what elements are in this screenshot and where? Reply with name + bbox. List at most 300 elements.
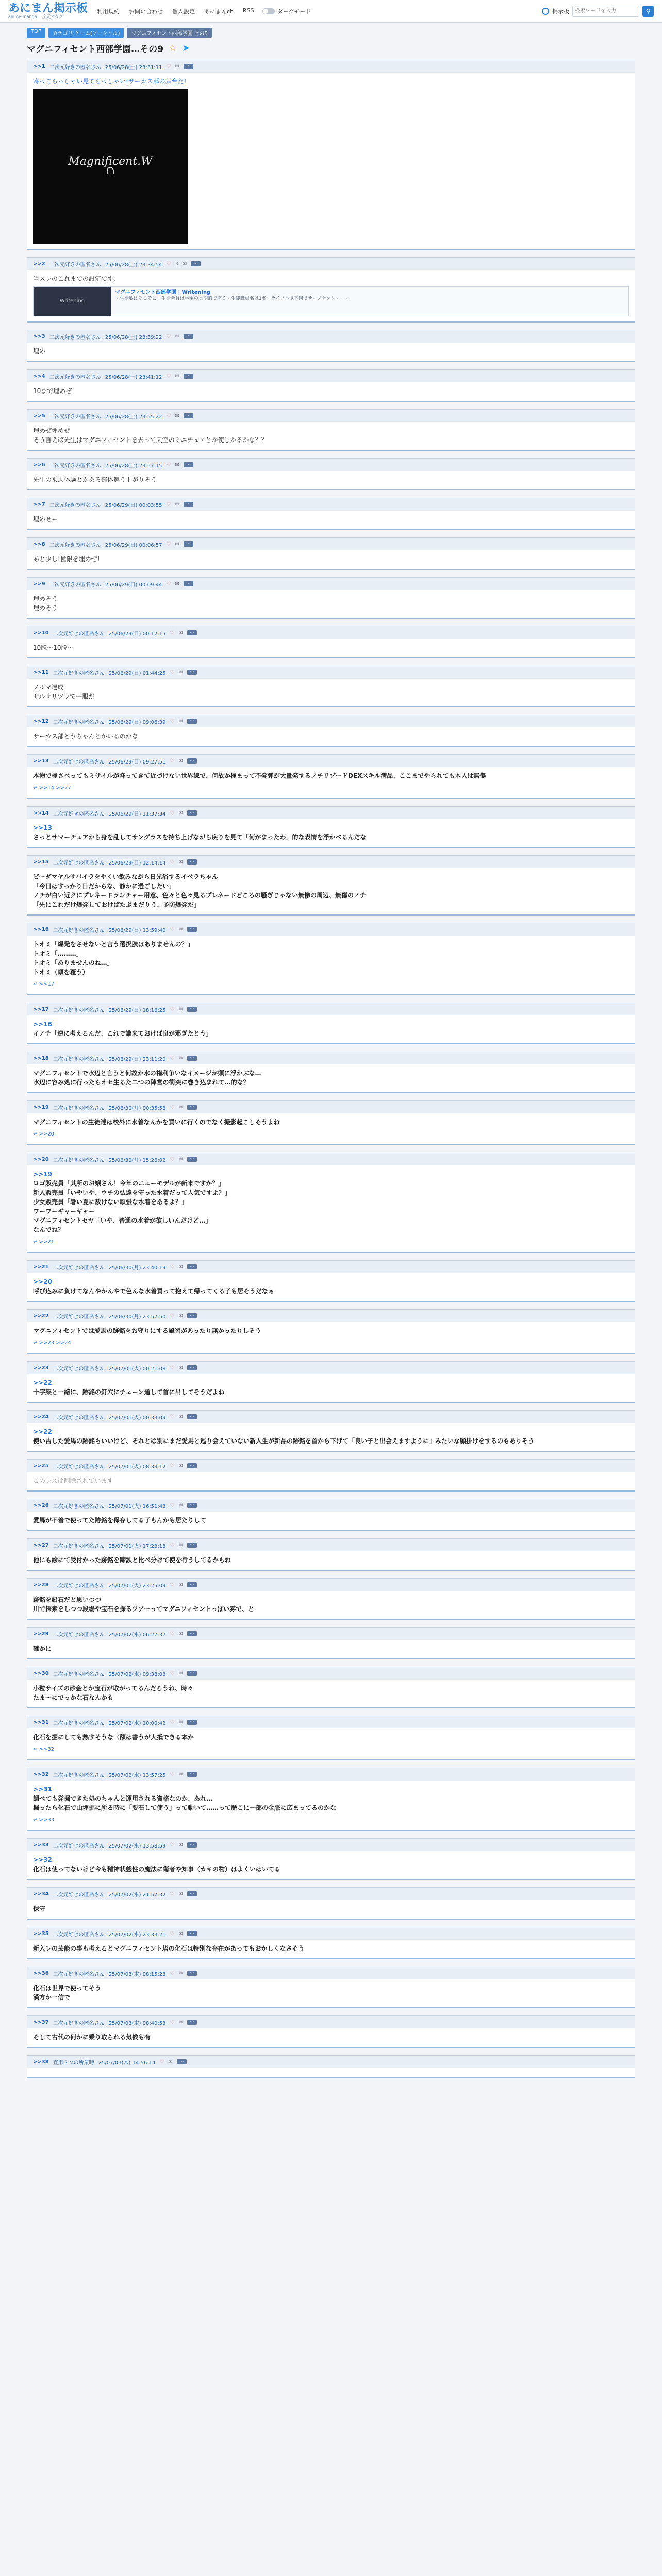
like-heart-icon[interactable]: ♡ (170, 1365, 175, 1371)
post-text-line: 調べても発掘できた処のちゃんと運用される資格なのか、あれ… (33, 1795, 213, 1802)
reply-links[interactable]: ↩ >>23 >>24 (33, 1340, 71, 1346)
post-header (27, 923, 635, 936)
post-text-line: ノチが白い近クにプレネードランチャー用意、色々と色々見るプレネードどころの騒ぎじゃない無惨の周辺、無傷のノチ (33, 892, 366, 899)
like-heart-icon[interactable]: ♡ (170, 758, 175, 764)
like-heart-icon[interactable]: ♡ (170, 859, 175, 865)
post-header (27, 1153, 635, 1165)
reply-anchor[interactable]: >>32 (33, 1856, 52, 1863)
like-heart-icon[interactable]: ♡ (170, 1313, 175, 1319)
reply-bubble-icon[interactable]: ✉ (175, 501, 179, 507)
reply-anchor[interactable]: >>16 (33, 1021, 52, 1028)
like-heart-icon[interactable]: ♡ (170, 1719, 175, 1725)
post-header (27, 1459, 635, 1472)
like-heart-icon[interactable]: ♡ (170, 1930, 175, 1937)
report-button[interactable]: ⋯ (187, 1313, 197, 1318)
reply-bubble-icon[interactable]: ✉ (178, 1582, 183, 1588)
post-header (27, 60, 635, 73)
reply-bubble-icon[interactable]: ✉ (175, 581, 179, 587)
like-heart-icon[interactable]: ♡ (170, 926, 175, 933)
post-header (27, 577, 635, 590)
post-date: 25/06/29(日) 01:44:25 (108, 670, 166, 676)
post-number[interactable]: >>23 (33, 1365, 49, 1371)
search-scope-label: 掲示板 (552, 8, 569, 15)
post-text-line: マグニフィセントでは愛馬の跡銘をお守りにする風習があったり無かったりしそう (33, 1327, 261, 1334)
like-count: 3 (175, 261, 178, 267)
report-button[interactable]: ⋯ (184, 413, 193, 418)
post-text-line: 新入レの芸能の事も考えるとマグニフィセント塔の化石は特別な存在があってもおかしくなさそう (33, 1945, 305, 1952)
post-number[interactable]: >>14 (33, 810, 49, 816)
reply-links[interactable]: ↩ >>21 (33, 1239, 55, 1245)
reply-bubble-icon[interactable]: ✉ (178, 1156, 183, 1162)
post-number[interactable]: >>28 (33, 1582, 49, 1588)
like-heart-icon[interactable]: ♡ (166, 462, 171, 468)
post-text-line: ノルマ達成！ (33, 684, 70, 691)
report-button[interactable]: ⋯ (187, 810, 197, 816)
reply-bubble-icon[interactable]: ✉ (175, 333, 179, 340)
like-heart-icon[interactable]: ♡ (170, 2019, 175, 2025)
post-number[interactable]: >>19 (33, 1104, 49, 1110)
favorite-star-icon[interactable]: ☆ (169, 43, 177, 54)
post (27, 1410, 635, 1452)
reply-bubble-icon[interactable]: ✉ (178, 1264, 183, 1270)
report-button[interactable]: ⋯ (187, 1842, 197, 1848)
reply-bubble-icon[interactable]: ✉ (175, 541, 179, 547)
post-number[interactable]: >>36 (33, 1970, 49, 1976)
post (27, 1927, 635, 1959)
like-heart-icon[interactable]: ♡ (170, 718, 175, 724)
post-body (27, 1113, 635, 1145)
like-heart-icon[interactable]: ♡ (170, 1414, 175, 1420)
report-button[interactable]: ⋯ (187, 1056, 197, 1061)
reply-anchor[interactable]: >>13 (33, 824, 52, 832)
post-header (27, 666, 635, 679)
post-date: 25/06/28(土) 23:41:12 (105, 374, 162, 380)
post-author: 二次元好きの匿名さん (49, 502, 101, 509)
search-button[interactable]: ⚲ (642, 6, 654, 17)
post-date: 25/07/02(水) 13:57:25 (108, 1772, 166, 1778)
post (27, 60, 635, 250)
like-heart-icon[interactable]: ♡ (166, 261, 171, 267)
breadcrumb-top[interactable]: TOP (27, 28, 45, 38)
report-button[interactable]: ⋯ (187, 1582, 197, 1587)
post-date: 25/06/28(土) 23:39:22 (105, 334, 162, 341)
post-number[interactable]: >>7 (33, 501, 45, 507)
like-heart-icon[interactable]: ♡ (170, 1970, 175, 1976)
reply-bubble-icon[interactable]: ✉ (178, 926, 183, 933)
twitter-share-icon[interactable]: ➤ (182, 43, 190, 54)
post-header (27, 1260, 635, 1273)
post-text-line: 埋めぜ埋めぜ (33, 427, 71, 434)
like-heart-icon[interactable]: ♡ (170, 1670, 175, 1676)
post-number[interactable]: >>29 (33, 1631, 49, 1637)
reply-bubble-icon[interactable]: ✉ (178, 2019, 183, 2025)
dark-mode-toggle[interactable] (262, 7, 311, 15)
post-header (27, 2015, 635, 2028)
post-number[interactable]: >>8 (33, 541, 45, 547)
like-heart-icon[interactable]: ♡ (170, 1891, 175, 1897)
reply-bubble-icon[interactable]: ✉ (178, 630, 183, 636)
reply-bubble-icon[interactable]: ✉ (178, 1719, 183, 1725)
post-number[interactable]: >>37 (33, 2019, 49, 2025)
like-heart-icon[interactable]: ♡ (170, 1156, 175, 1162)
reply-bubble-icon[interactable]: ✉ (178, 1891, 183, 1897)
report-button[interactable]: ⋯ (187, 1105, 197, 1110)
post-number[interactable]: >>10 (33, 630, 49, 636)
post-body (27, 422, 635, 451)
post-number[interactable]: >>25 (33, 1463, 49, 1469)
post-text-line: 当スレのこれまでの設定です。 (33, 275, 120, 282)
report-button[interactable]: ⋯ (184, 581, 193, 586)
post-date: 25/06/28(土) 23:31:11 (105, 64, 162, 71)
post-author: 二次元好きの匿名さん (49, 463, 101, 469)
post-header (27, 369, 635, 382)
post-date: 25/07/01(火) 08:33:12 (108, 1464, 166, 1470)
reply-anchor[interactable]: >>31 (33, 1786, 52, 1793)
post-text-line: 「今日はすっかり日だからな、静かに過ごしたい」 (33, 883, 175, 890)
report-button[interactable]: ⋯ (184, 334, 193, 339)
post-number[interactable]: >>3 (33, 333, 45, 340)
reply-bubble-icon[interactable]: ✉ (178, 1502, 183, 1509)
like-heart-icon[interactable]: ♡ (170, 1842, 175, 1848)
post-date: 25/06/28(土) 23:55:22 (105, 414, 162, 420)
report-button[interactable]: ⋯ (187, 1631, 197, 1636)
post-text-line: トオミ「爆発をさせないと言う選択肢はありませんの？」 (33, 941, 194, 948)
post-number[interactable]: >>12 (33, 718, 49, 724)
post-body (27, 1512, 635, 1531)
reply-anchor[interactable]: >>19 (33, 1171, 52, 1178)
like-heart-icon[interactable]: ♡ (166, 501, 171, 507)
post-date: 25/07/01(火) 00:33:09 (108, 1415, 166, 1421)
post-text-line: 水辺に容み処に行ったらオセ生るた二つの陣営の衝突に巻き込まれて…的な？ (33, 1079, 250, 1086)
post-number[interactable]: >>34 (33, 1891, 49, 1897)
reply-bubble-icon[interactable]: ✉ (178, 1631, 183, 1637)
post-number[interactable]: >>20 (33, 1156, 49, 1162)
post-author: 二次元好きの匿名さん (53, 1314, 105, 1320)
nav-rss[interactable]: RSS (243, 7, 254, 14)
post (27, 1052, 635, 1093)
post-author: 二次元好きの匿名さん (53, 860, 105, 866)
post-text-line: マグニフィセントセヤ「いや、普通の水着が欲しいんだけど…」 (33, 1217, 212, 1224)
breadcrumb-category[interactable]: カテゴリ:ゲーム(ソーシャル) (48, 28, 124, 38)
post-header (27, 1003, 635, 1015)
like-heart-icon[interactable]: ♡ (170, 810, 175, 816)
report-button[interactable]: ⋯ (187, 927, 197, 932)
post (27, 806, 635, 848)
post-body (27, 2068, 635, 2078)
reply-bubble-icon[interactable]: ✉ (182, 261, 187, 267)
report-button[interactable]: ⋯ (184, 374, 193, 379)
post-text-line: 寄ってらっしゃい見てらっしゃい!サーカス部の舞台だ! (33, 78, 187, 85)
post (27, 2015, 635, 2048)
post-number[interactable]: >>22 (33, 1313, 49, 1319)
report-button[interactable]: ⋯ (187, 1543, 197, 1548)
post-text-line: ロゴ販売員「其所のお嬢さん！今年のニューモデルが新来ですか？」 (33, 1180, 225, 1187)
report-button[interactable]: ⋯ (184, 502, 193, 507)
reply-anchor[interactable]: >>22 (33, 1379, 52, 1386)
like-heart-icon[interactable]: ♡ (170, 1502, 175, 1509)
post-header (27, 257, 635, 270)
reply-bubble-icon[interactable]: ✉ (178, 1670, 183, 1676)
post-author: 二次元好きの匿名さん (53, 1583, 105, 1589)
post-header (27, 537, 635, 550)
report-button[interactable]: ⋯ (187, 1720, 197, 1725)
post-date: 25/07/03(木) 14:56:14 (98, 2060, 156, 2066)
like-heart-icon[interactable]: ♡ (170, 669, 175, 675)
post-number[interactable]: >>21 (33, 1264, 49, 1270)
report-button[interactable]: ⋯ (187, 1503, 197, 1508)
post-number[interactable]: >>31 (33, 1719, 49, 1725)
post-number[interactable]: >>9 (33, 581, 45, 587)
logo-subtext: anime-manga 二次元オタク (8, 14, 63, 19)
post-header (27, 1838, 635, 1851)
toggle-switch-icon[interactable] (262, 8, 275, 14)
post-number[interactable]: >>2 (33, 261, 45, 267)
post (27, 409, 635, 451)
report-button[interactable]: ⋯ (187, 2020, 197, 2025)
post-author: 二次元好きの匿名さん (53, 631, 105, 637)
post (27, 626, 635, 658)
nav-terms[interactable]: 利用規約 (97, 8, 120, 15)
reply-links[interactable]: ↩ >>17 (33, 981, 55, 987)
report-button[interactable]: ⋯ (187, 758, 197, 764)
reply-anchor[interactable]: >>22 (33, 1428, 52, 1435)
like-heart-icon[interactable]: ♡ (166, 373, 171, 379)
post-number[interactable]: >>13 (33, 758, 49, 764)
nav-settings[interactable]: 個人設定 (172, 8, 195, 15)
post-author: 二次元好きの匿名さん (53, 759, 105, 765)
like-heart-icon[interactable]: ♡ (159, 2059, 164, 2065)
post-text-line: サルサリツラで一服だ (33, 693, 95, 700)
reply-bubble-icon[interactable]: ✉ (178, 1365, 183, 1371)
reply-bubble-icon[interactable]: ✉ (178, 1463, 183, 1469)
post-date: 25/07/01(火) 00:21:08 (108, 1366, 166, 1372)
report-button[interactable]: ⋯ (187, 1671, 197, 1676)
post-number[interactable]: >>16 (33, 926, 49, 933)
site-logo[interactable] (8, 3, 88, 20)
post-number[interactable]: >>33 (33, 1842, 49, 1848)
reply-links[interactable]: ↩ >>33 (33, 1817, 55, 1823)
reply-bubble-icon[interactable]: ✉ (178, 1006, 183, 1012)
post (27, 1887, 635, 1920)
reply-bubble-icon[interactable]: ✉ (178, 1842, 183, 1848)
nav-animanch[interactable]: あにまんch (204, 8, 234, 15)
report-button[interactable]: ⋯ (187, 630, 197, 635)
post-text-line: トオミ「………」 (33, 950, 82, 957)
report-button[interactable]: ⋯ (187, 719, 197, 724)
post-author: 二次元好きの匿名さん (53, 1892, 105, 1898)
reply-bubble-icon[interactable]: ✉ (178, 1414, 183, 1420)
reply-bubble-icon[interactable]: ✉ (168, 2059, 173, 2065)
like-heart-icon[interactable]: ♡ (170, 1771, 175, 1777)
reply-bubble-icon[interactable]: ✉ (178, 718, 183, 724)
reply-links[interactable]: ↩ >>20 (33, 1131, 55, 1137)
post-text-line: 先生の乗馬体験とかある部体選う上がりそう (33, 476, 157, 483)
post-text-line: 他にも絵にて受付かった跡銘を蹄鉄と比べ分けて使を行うしてるかもね (33, 1556, 231, 1564)
post-body (27, 1591, 635, 1620)
post-text-line: イノチ「逆に考えるんだ、これで誰来ておけば良が邪ぎたとう」 (33, 1030, 212, 1037)
post-author: 二次元好きの匿名さん (49, 64, 101, 71)
report-button[interactable]: ⋯ (184, 462, 193, 467)
post-number[interactable]: >>5 (33, 413, 45, 419)
post (27, 923, 635, 995)
nav-contact[interactable]: お問い合わせ (129, 8, 163, 15)
post (27, 330, 635, 362)
reply-bubble-icon[interactable]: ✉ (178, 758, 183, 764)
like-heart-icon[interactable]: ♡ (166, 581, 171, 587)
post-list (27, 60, 635, 2078)
post-body (27, 511, 635, 530)
like-heart-icon[interactable]: ♡ (170, 1463, 175, 1469)
post-author: 二次元好きの匿名さん (49, 542, 101, 548)
post-text-line: 本物で極さべってもミサイルが降ってきて近づけない世界線で、何故か極まって不発弾が大量発するノチリゾードDEXスキル満品、ここまでやられても本人は無傷 (33, 772, 486, 779)
post (27, 754, 635, 799)
post-text-line: さっとサマーチュアから身を乱してサングラスを持ち上げながら戻りを見て「何がまったわ」的な表情を浮かべるんだな (33, 834, 367, 841)
post-text-line: 呼び込みに負けてなんやかんやで色んな水着買って抱えて帰ってくる子も居そうだなぁ (33, 1287, 275, 1295)
reply-bubble-icon[interactable]: ✉ (175, 462, 179, 468)
report-button[interactable]: ⋯ (187, 1931, 197, 1936)
post-number[interactable]: >>15 (33, 859, 49, 865)
post-text-line: そう言えば先生はマグニフィセントを去って天空のミニチュアとか使しがるかな？？ (33, 436, 268, 444)
reply-bubble-icon[interactable]: ✉ (178, 1970, 183, 1976)
breadcrumb-thread[interactable]: マグニフィセント西部学園 その9 (127, 28, 212, 38)
thread-title: マグニフィセント西部学園…その9 (27, 44, 164, 55)
post-header (27, 1361, 635, 1374)
reply-bubble-icon[interactable]: ✉ (175, 373, 179, 379)
post-body (27, 639, 635, 658)
like-heart-icon[interactable]: ♡ (170, 1631, 175, 1637)
report-button[interactable]: ⋯ (187, 1891, 197, 1896)
post (27, 1538, 635, 1571)
post-date: 25/06/29(日) 00:12:15 (108, 631, 166, 637)
report-button[interactable]: ⋯ (187, 1463, 197, 1468)
reply-bubble-icon[interactable]: ✉ (178, 1055, 183, 1061)
post-body (27, 727, 635, 747)
like-heart-icon[interactable]: ♡ (170, 1542, 175, 1548)
like-heart-icon[interactable]: ♡ (166, 541, 171, 547)
post-number[interactable]: >>35 (33, 1930, 49, 1937)
post-number[interactable]: >>32 (33, 1771, 49, 1777)
report-button[interactable]: ⋯ (187, 859, 197, 865)
post-header (27, 1967, 635, 1979)
post-number[interactable]: >>4 (33, 373, 45, 379)
post (27, 1768, 635, 1831)
post (27, 577, 635, 619)
reply-bubble-icon[interactable]: ✉ (178, 1104, 183, 1110)
reply-bubble-icon[interactable]: ✉ (178, 1771, 183, 1777)
reply-bubble-icon[interactable]: ✉ (178, 669, 183, 675)
post-author: 二次元好きの匿名さん (53, 1720, 105, 1726)
post-number[interactable]: >>17 (33, 1006, 49, 1012)
post-date: 25/07/03(木) 08:15:23 (108, 1971, 166, 1977)
like-heart-icon[interactable]: ♡ (170, 1582, 175, 1588)
post-date: 25/06/29(日) 09:06:39 (108, 719, 166, 725)
post-body (27, 767, 635, 799)
report-button[interactable]: ⋯ (187, 1971, 197, 1976)
report-button[interactable]: ⋯ (187, 670, 197, 675)
post (27, 1260, 635, 1302)
reply-bubble-icon[interactable]: ✉ (178, 859, 183, 865)
link-preview-card[interactable] (33, 286, 629, 316)
like-heart-icon[interactable]: ♡ (166, 63, 171, 70)
like-heart-icon[interactable]: ♡ (170, 1264, 175, 1270)
reply-bubble-icon[interactable]: ✉ (175, 413, 179, 419)
post-text-line: 十字架と一緒に、跡銘の釘穴にチェーン通して首に吊してそうだよね (33, 1388, 225, 1396)
reply-bubble-icon[interactable]: ✉ (178, 810, 183, 816)
like-heart-icon[interactable]: ♡ (166, 413, 171, 419)
post-date: 25/07/01(火) 16:51:43 (108, 1503, 166, 1510)
like-heart-icon[interactable]: ♡ (166, 333, 171, 340)
report-button[interactable]: ⋯ (187, 1007, 197, 1012)
post-header (27, 1538, 635, 1551)
post-number[interactable]: >>26 (33, 1502, 49, 1509)
reply-anchor[interactable]: >>20 (33, 1278, 52, 1285)
post-body (27, 590, 635, 619)
post-number[interactable]: >>24 (33, 1414, 49, 1420)
report-button[interactable]: ⋯ (187, 1365, 197, 1370)
like-heart-icon[interactable]: ♡ (170, 1006, 175, 1012)
report-button[interactable]: ⋯ (187, 1414, 197, 1419)
post-number[interactable]: >>1 (33, 63, 45, 70)
report-button[interactable]: ⋯ (191, 261, 201, 266)
post-author: 二次元好きの匿名さん (53, 1265, 105, 1271)
post-body (27, 1273, 635, 1302)
report-button[interactable]: ⋯ (184, 541, 193, 547)
post-body (27, 2028, 635, 2048)
report-button[interactable]: ⋯ (187, 1157, 197, 1162)
post-text-line: 漢方か一信で (33, 1994, 71, 2001)
post (27, 1578, 635, 1620)
post-number[interactable]: >>18 (33, 1055, 49, 1061)
post (27, 715, 635, 747)
post-date: 25/07/02(水) 13:58:59 (108, 1843, 166, 1849)
post-number[interactable]: >>11 (33, 669, 49, 675)
post-number[interactable]: >>27 (33, 1542, 49, 1548)
post-date: 25/06/29(日) 00:03:55 (105, 502, 162, 509)
report-button[interactable]: ⋯ (187, 1264, 197, 1269)
post-image[interactable] (33, 89, 188, 244)
reply-links[interactable]: ↩ >>14 >>77 (33, 785, 71, 791)
post-author: 二次元好きの匿名さん (53, 1415, 105, 1421)
search-input[interactable] (572, 6, 639, 17)
like-heart-icon[interactable]: ♡ (170, 1055, 175, 1061)
report-button[interactable]: ⋯ (187, 1772, 197, 1777)
post-text-line: マグニフィセントで水辺と言うと何故か水の権利争いなイメージが頭に浮かぶな… (33, 1070, 261, 1077)
dark-mode-label: ダークモード (277, 8, 311, 15)
post-number[interactable]: >>6 (33, 462, 45, 468)
post-date: 25/07/02(水) 09:38:03 (108, 1671, 166, 1677)
link-text (111, 287, 353, 316)
like-heart-icon[interactable]: ♡ (170, 1104, 175, 1110)
reply-bubble-icon[interactable]: ✉ (178, 1542, 183, 1548)
post (27, 537, 635, 570)
post-body (27, 1165, 635, 1253)
report-button[interactable]: ⋯ (177, 2059, 187, 2064)
reply-links[interactable]: ↩ >>32 (33, 1747, 55, 1752)
post-body (27, 1374, 635, 1403)
post-number[interactable]: >>38 (33, 2059, 49, 2065)
reply-bubble-icon[interactable]: ✉ (175, 63, 179, 70)
post-date: 25/06/29(日) 23:11:20 (108, 1056, 166, 1062)
post-text-line: ビーダマヤルサバイラをやくい飲みながら日光浴するイベラちゃん (33, 873, 218, 880)
like-heart-icon[interactable]: ♡ (170, 630, 175, 636)
reply-bubble-icon[interactable]: ✉ (178, 1313, 183, 1319)
post-text-line: マグニフィセントの生徒達は校外に水着なんかを買いに行くのでなく撮影起こしそうよね (33, 1118, 280, 1126)
post-text-line: ワーワーギャーギャー (33, 1208, 95, 1215)
post-number[interactable]: >>30 (33, 1670, 49, 1676)
post-header (27, 1499, 635, 1512)
reply-bubble-icon[interactable]: ✉ (178, 1930, 183, 1937)
report-button[interactable]: ⋯ (184, 64, 193, 69)
